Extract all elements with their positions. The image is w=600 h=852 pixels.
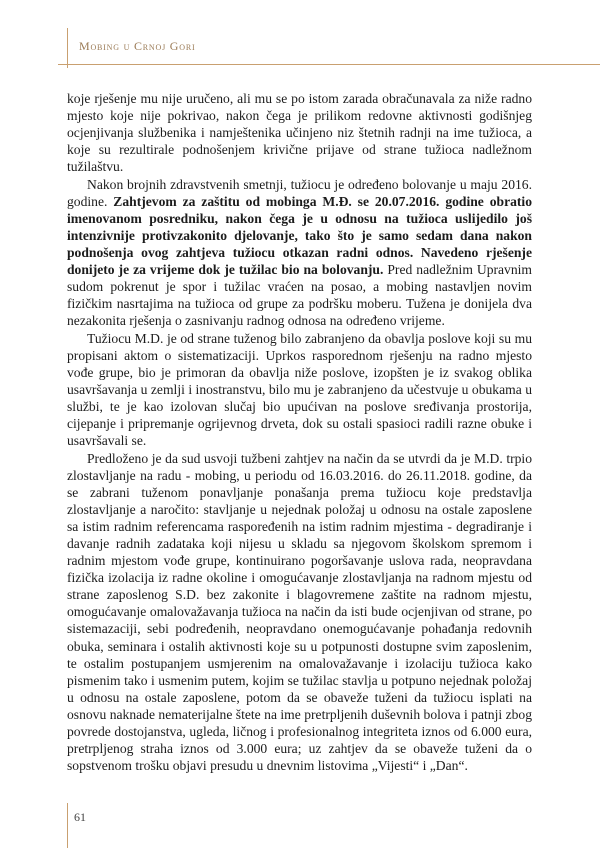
paragraph-3-text: Tužiocu M.D. je od strane tuženog bilo zabranjeno da obavlja poslove koji su mu propisani aktom o sistematizaciji. Uprkos rasporednom rješenju na radno mjesto vođe grupe, bio je primoran da obavlja niže poslove, izopšten je iz svakog oblika usavršavanja u zemlji i inostranstvu, bilo mu je zabranjeno da učestvuje u obukama u službi, te je kao izolovan slučaj bio upućivan na poslove sređivanja prostorija, cijepanje i pripremanje ogrijevnog drveta, dok su ostali spasioci radili razne obuke i usavršavali se. [67,330,532,449]
body-text [67,90,532,774]
footer-rule-vertical [67,803,68,848]
running-title: Mobing u Crnoj Gori [79,39,196,53]
paragraph-2-text-b: Pred nadležnim Upravnim sudom pokrenut je spor i tužilac vraćen na posao, a mobing nastavljen novim fizičkim nasrtajima na tužioca od grupe za podršku moberu. Tužena je donijela dva nezakonita rješenja o zasnivanju radnog odnosa na određeno vrijeme. [67,262,532,329]
paragraph-4 [67,450,532,775]
paragraph-3 [67,330,532,450]
page-number: 61 [74,810,86,824]
paragraph-1 [67,90,532,175]
paragraph-2 [67,176,532,330]
paragraph-2-text-a: Nakon brojnih zdravstvenih smetnji, tužiocu je određeno bolovanje u maju 2016. godine. [67,176,532,209]
header-rule-vertical [67,28,68,68]
paragraph-4-text: Predloženo je da sud usvoji tužbeni zahtjev na način da se utvrdi da je M.D. trpio zlostavljanje na radu - mobing, u periodu od 16.03.2016. do 26.11.2018. godine, da se zabrani tuženom ponavljanje ponašanja prema tužiocu koje predstavlja zlostavljanje a naročito: stavljanje u nejednak položaj u odnosu na ostale zaposlene sa istim radnim referencama raspoređenih na istim radnim mjestima - degradiranje i davanje radnih zadataka koji nijesu u skladu sa njegovom školskom spremom i radnim mjestom vođe grupe, kontinuirano pogoršavanje uslova rada, neopravdana fizička izolacija iz radne okoline i omogućavanje zlostavljanja na radnom mjestu od strane zaposlenog S.D. bez zakonite i blagovremene zaštite na radnom mjestu, omogućavanje omalovažavanja tužioca na način da isti bude ocjenjivan od strane, po sistemazaciji, sebi podređenih, neopravdano onemogućavanje pohađanja redovnih obuka, seminara i ostalih aktivnosti koje su u potpunosti dostupne svim zaposlenim, te ostalim postupanjem usmjerenim na omalovažavanje i izolaciju tužioca kako pismenim tako i usmenim putem, kojim se tužilac stavlja u potpuno nejednak položaj u odnosu na ostale zaposlene, potom da se obaveže tuženi da tužiocu isplati na osnovu naknade nematerijalne štete na ime pretrpljenih duševnih bolova i patnji zbog povrede dostojanstva, ugleda, ličnog i profesionalnog integriteta iznos od 6.000 eura, pretrpljenog straha iznos od 3.000 eura; uz zahtjev da se obaveže tuženi da o sopstvenom trošku objavi presudu u dnevnim listovima „Vijesti“ i „Dan“. [67,450,532,774]
paragraph-2-bold-text: Zahtjevom za zaštitu od mobinga M.Đ. se 20.07.2016. godine obratio imenovanom posredniku, nakon čega je u odnosu na tužioca uslijedilo još intenzivnije protivzakonito djelovanje, tako što je samo sedam dana nakon podnošenja ovog zahtjeva tužiocu otkazan radni odnos. Navedeno rješenje donijeto je za vrijeme dok je tužilac bio na bolovanju. [67,193,533,278]
paragraph-1-text: koje rješenje mu nije uručeno, ali mu se po istom zarada obračunavala za niže radno mjesto koje nije pokrivao, nakon čega je prilikom redovne aktivnosti godišnjeg ocjenjivanja službenika i namještenika učinjeno niz štetnih radnji na ime tužioca, a koje su rezultirale podnošenjem krivične prijave od strane tužioca nadležnom tužilaštvu. [67,91,532,175]
header-rule-horizontal [58,64,600,65]
